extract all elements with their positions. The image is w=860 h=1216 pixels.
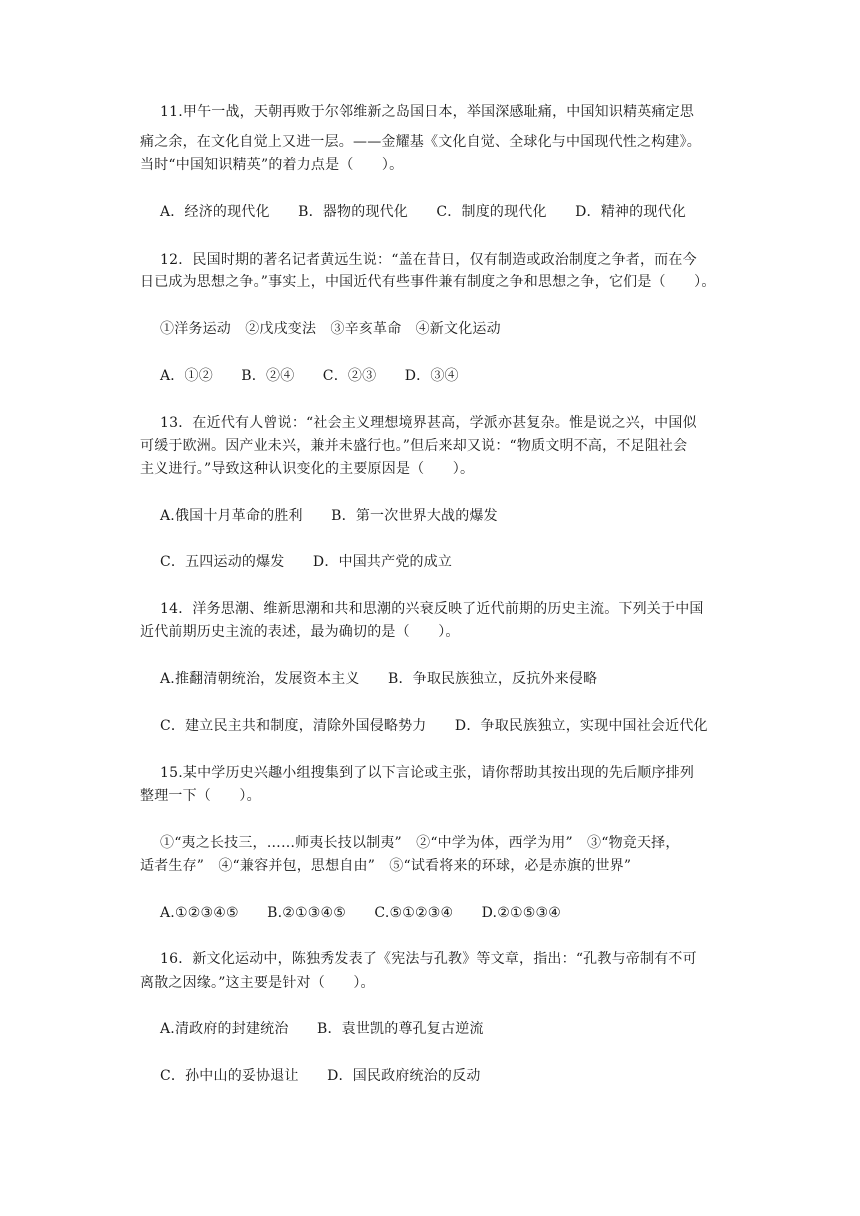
q11-stem-line-2: 痛之余，在文化自觉上又进一层。——金耀基《文化自觉、全球化与中国现代性之构建》。 <box>140 134 701 150</box>
q13-stem-line-3: 主义进行。”导致这种认识变化的主要原因是（ ）。 <box>140 461 475 477</box>
q15-items-line-2: 适者生存” ④“兼容并包，思想自由” ⑤“试看将来的环球，必是赤旗的世界” <box>140 858 632 874</box>
q15-items-line-1: ①“夷之长技三，……师夷长技以制夷” ②“中学为体，西学为用” ③“物竞天择， <box>160 835 680 851</box>
q14-options-line-2: C．建立民主共和制度，清除外国侵略势力 D．争取民族独立，实现中国社会近代化 <box>160 718 708 734</box>
q11-options: A．经济的现代化 B．器物的现代化 C．制度的现代化 D．精神的现代化 <box>160 204 686 220</box>
q14-stem-line-1: 14．洋务思潮、维新思潮和共和思潮的兴衰反映了近代前期的历史主流。下列关于中国 <box>160 601 704 617</box>
q13-options-line-1: A.俄国十月革命的胜利 B．第一次世界大战的爆发 <box>160 508 498 524</box>
q11-stem-line-3: 当时“中国知识精英”的着力点是（ ）。 <box>140 157 404 173</box>
q13-stem-line-2: 可缓于欧洲。因产业未兴，兼并未盛行也。”但后来却又说：“物质文明不高，不足阻社会 <box>140 438 688 454</box>
q14-options-line-1: A.推翻清朝统治，发展资本主义 B．争取民族独立，反抗外来侵略 <box>160 671 598 687</box>
q16-options-line-1: A.清政府的封建统治 B．袁世凯的尊孔复古逆流 <box>160 1021 484 1037</box>
q16-stem-line-2: 离散之因缘。”这主要是针对（ ）。 <box>140 975 375 991</box>
q13-options-line-2: C．五四运动的爆发 D．中国共产党的成立 <box>160 554 453 570</box>
q12-stem-line-2: 日已成为思想之争。”事实上，中国近代有些事件兼有制度之争和思想之争，它们是（ ）。 <box>140 274 716 290</box>
q16-options-line-2: C．孙中山的妥协退让 D．国民政府统治的反动 <box>160 1068 481 1084</box>
q14-stem-line-2: 近代前期历史主流的表述，最为确切的是（ ）。 <box>140 624 460 640</box>
q12-stem-line-1: 12．民国时期的著名记者黄远生说：“盖在昔日，仅有制造或政治制度之争者，而在今 <box>160 252 697 268</box>
q11-stem-line-1: 11.甲午一战，天朝再败于尔邻维新之岛国日本，举国深感耻痛，中国知识精英痛定思 <box>160 104 695 120</box>
q12-options: A．①② B．②④ C．②③ D．③④ <box>160 368 459 384</box>
q13-stem-line-1: 13．在近代有人曾说：“社会主义理想境界甚高，学派亦甚复杂。惟是说之兴，中国似 <box>160 415 697 431</box>
q16-stem-line-1: 16．新文化运动中，陈独秀发表了《宪法与孔教》等文章，指出：“孔教与帝制有不可 <box>160 951 697 967</box>
q15-options: A.①②③④⑤ B.②①③④⑤ C.⑤①②③④ D.②①⑤③④ <box>160 905 561 921</box>
q12-items: ①洋务运动 ②戊戌变法 ③辛亥革命 ④新文化运动 <box>160 321 501 337</box>
q15-stem-line-1: 15.某中学历史兴趣小组搜集到了以下言论或主张，请你帮助其按出现的先后顺序排列 <box>160 765 695 781</box>
q15-stem-line-2: 整理一下（ ）。 <box>140 788 261 804</box>
